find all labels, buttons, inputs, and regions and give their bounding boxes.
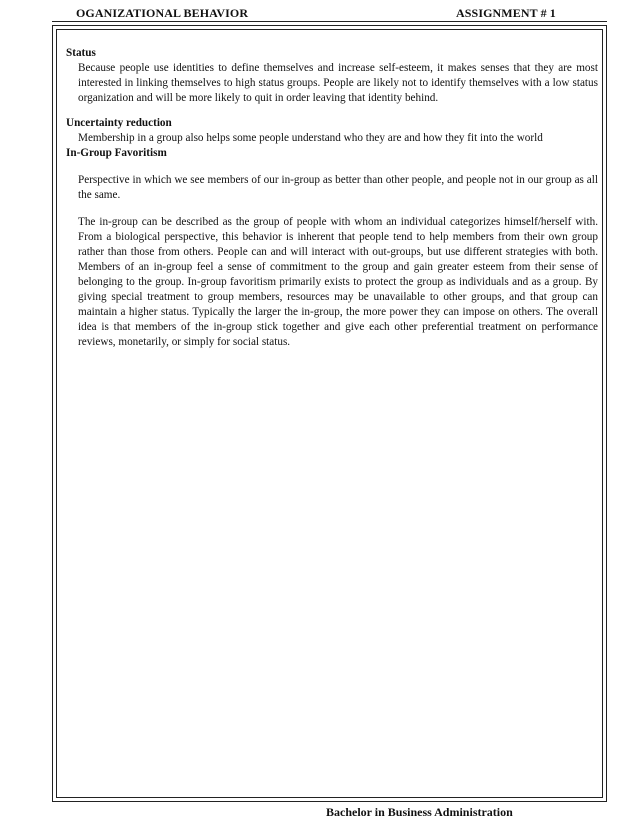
section-body-ingroup-definition: Perspective in which we see members of our in-group as better than other people, and people not in our group as all the same.	[78, 174, 598, 201]
section-body-ingroup-description: The in-group can be described as the group of people with whom an individual categorizes himself/herself with. From a biological perspective, this behavior is inherent that people tend to help members from their own group rather than those from others. People can and will interact with out-groups, but use different strategies with both. Members of an in-group feel a sense of commitment to the group and gain greater esteem from their sense of belonging to the group. In-group favoritism primarily exists to protect the group as individuals and as a group. By giving special treatment to group members, resources may be unavailable to other groups, and that group can maintain a higher status. Typically the larger the in-group, the more power they can impose on others. The overall idea is that members of the in-group stick together and give each other preferential treatment on performance reviews, monetarily, or simply for social status.	[78, 216, 598, 348]
section-body-status: Because people use identities to define themselves and increase self-esteem, it makes senses that they are most interested in linking themselves to high status groups. People are likely not to identify themselves with a low status organization and will be more likely to quit in order leaving that identity behind.	[78, 62, 598, 104]
footer-program-name: Bachelor in Business Administration	[326, 805, 513, 819]
section-heading-uncertainty: Uncertainty reduction	[66, 117, 172, 129]
section-body-uncertainty: Membership in a group also helps some people understand who they are and how they fit into the world	[78, 132, 543, 144]
section-heading-status: Status	[66, 47, 96, 59]
section-heading-ingroup: In-Group Favoritism	[66, 147, 167, 159]
header-assignment-number: ASSIGNMENT # 1	[456, 6, 556, 20]
header-course-title: OGANIZATIONAL BEHAVIOR	[76, 6, 249, 20]
header-rule-top	[52, 21, 607, 22]
document-body	[66, 46, 598, 350]
